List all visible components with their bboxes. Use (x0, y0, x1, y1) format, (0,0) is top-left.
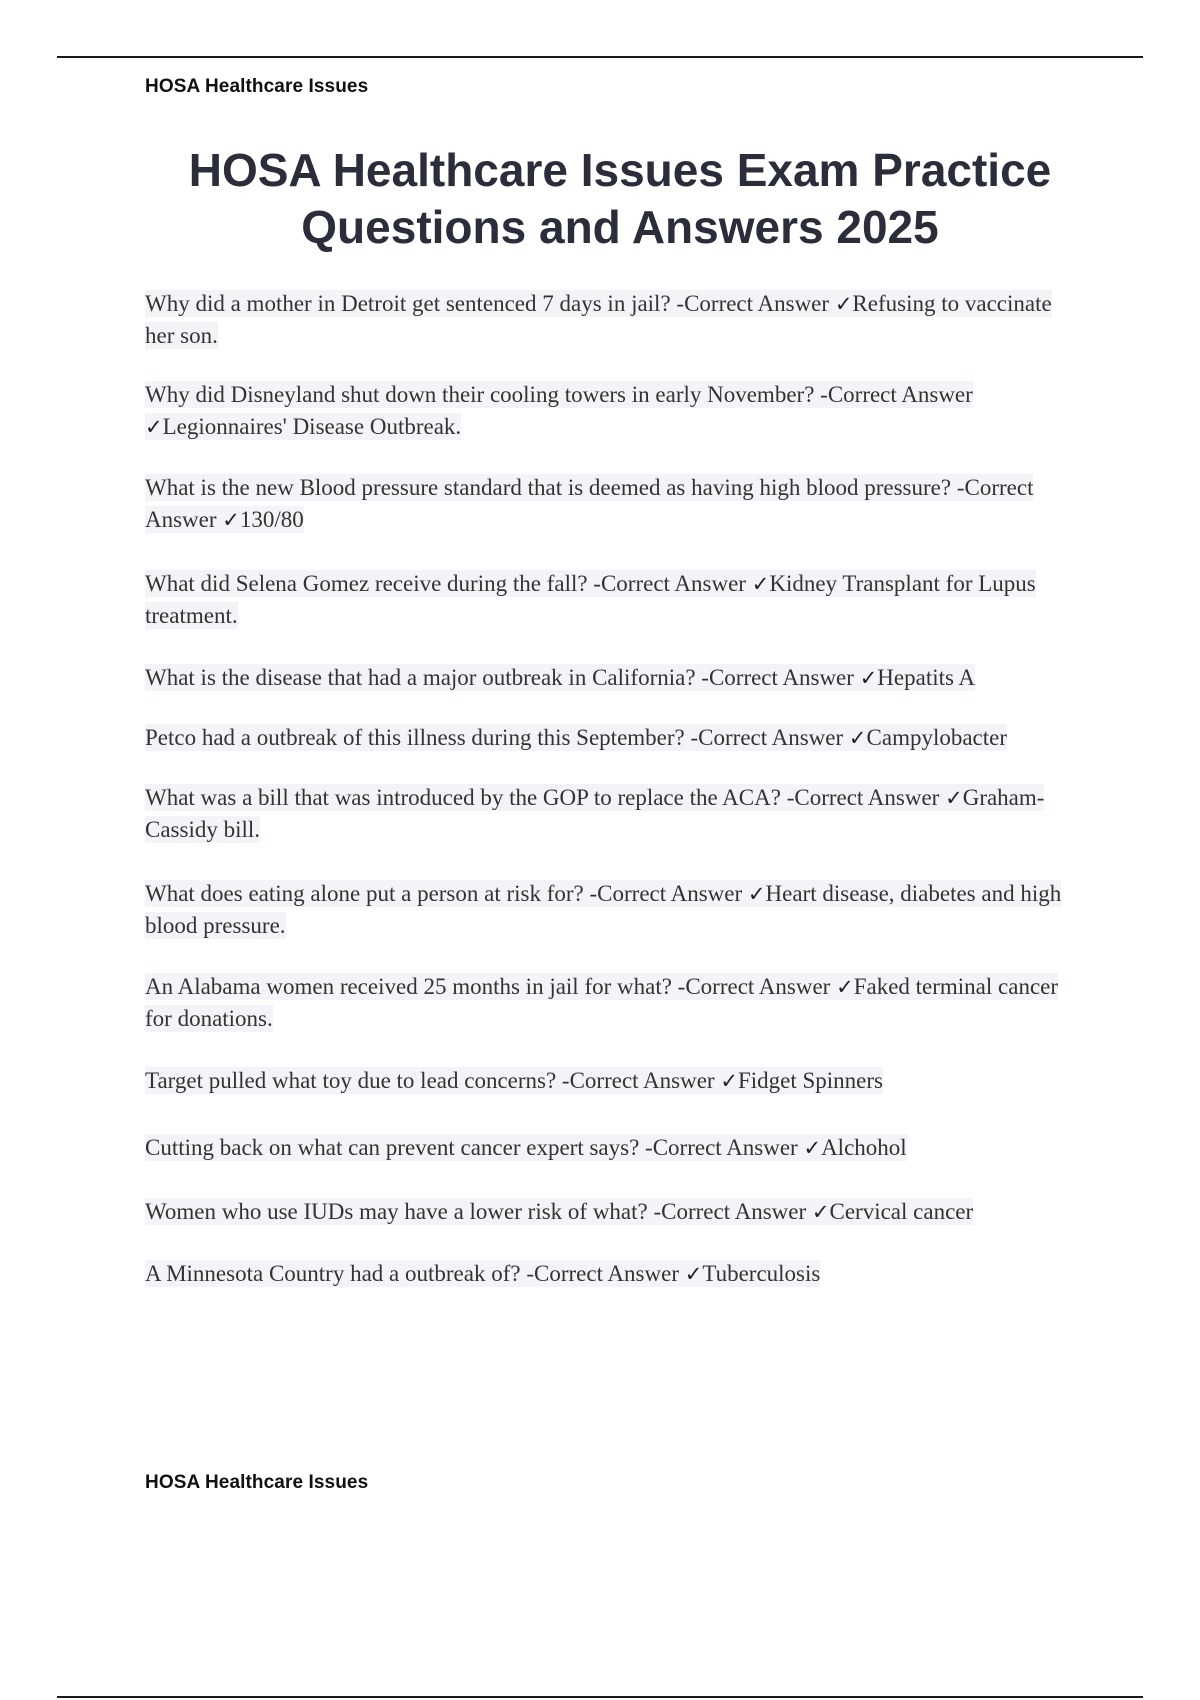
bottom-rule (57, 1696, 1143, 1698)
answer-text: Campylobacter (866, 725, 1008, 750)
question-text: Target pulled what toy due to lead concerns? -Correct Answer (145, 1068, 721, 1093)
qa-item (145, 1258, 1075, 1290)
qa-list (145, 288, 1075, 1290)
check-icon: ✓ (747, 882, 766, 906)
answer-text: Graham-Cassidy bill. (145, 785, 1045, 842)
check-icon: ✓ (945, 786, 963, 810)
answer-text: Fidget Spinners (737, 1068, 883, 1093)
question-text: Women who use IUDs may have a lower risk of what? -Correct Answer (145, 1199, 812, 1224)
question-text: What is the new Blood pressure standard that is deemed as having high blood pressure? -Correct Answer (145, 475, 1034, 532)
question-text: Cutting back on what can prevent cancer expert says? -Correct Answer (145, 1135, 804, 1160)
qa-item (145, 379, 1075, 443)
qa-item (145, 1196, 1075, 1228)
answer-text: 130/80 (239, 507, 304, 532)
running-footer: HOSA Healthcare Issues (145, 1472, 369, 1493)
check-icon: ✓ (720, 1069, 738, 1093)
qa-item (145, 288, 1075, 352)
question-text: Why did Disneyland shut down their cooling towers in early November? -Correct Answer (145, 382, 973, 407)
check-icon: ✓ (859, 666, 878, 690)
answer-text: Faked terminal cancer for donations. (145, 974, 1059, 1031)
qa-item (145, 782, 1075, 846)
check-icon: ✓ (836, 975, 854, 999)
answer-text: Kidney Transplant for Lupus treatment. (145, 571, 1036, 628)
question-text: Why did a mother in Detroit get sentenced 7 days in jail? -Correct Answer (145, 291, 835, 316)
answer-text: Alchohol (821, 1135, 907, 1160)
answer-text: Legionnaires' Disease Outbreak. (162, 414, 462, 439)
question-text: What did Selena Gomez receive during the fall? -Correct Answer (145, 571, 752, 596)
answer-text: Cervical cancer (829, 1199, 974, 1224)
page-title (120, 142, 1120, 256)
check-icon: ✓ (834, 292, 853, 316)
title-line-1: HOSA Healthcare Issues Exam Practice (188, 144, 1052, 196)
check-icon: ✓ (803, 1136, 822, 1160)
question-text: Petco had a outbreak of this illness during this September? -Correct Answer (145, 725, 849, 750)
question-text: What is the disease that had a major outbreak in California? -Correct Answer (145, 665, 860, 690)
qa-item (145, 568, 1075, 632)
answer-text: Refusing to vaccinate her son. (145, 291, 1052, 348)
question-text: An Alabama women received 25 months in jail for what? -Correct Answer (145, 974, 837, 999)
question-text: A Minnesota Country had a outbreak of? -Correct Answer (145, 1261, 685, 1286)
check-icon: ✓ (145, 415, 163, 439)
answer-text: Heart disease, diabetes and high blood pressure. (145, 881, 1062, 938)
question-text: What does eating alone put a person at risk for? -Correct Answer (145, 881, 748, 906)
title-line-2: Questions and Answers 2025 (301, 201, 939, 253)
qa-item (145, 722, 1075, 754)
check-icon: ✓ (751, 572, 770, 596)
question-text: What was a bill that was introduced by the GOP to replace the ACA? -Correct Answer (145, 785, 946, 810)
top-rule (57, 56, 1143, 58)
qa-item (145, 1132, 1075, 1164)
qa-item (145, 472, 1075, 536)
check-icon: ✓ (848, 726, 867, 750)
answer-text: Hepatits A (877, 665, 976, 690)
check-icon: ✓ (222, 508, 240, 532)
running-header: HOSA Healthcare Issues (145, 76, 369, 97)
answer-text: Tuberculosis (702, 1261, 821, 1286)
check-icon: ✓ (684, 1262, 703, 1286)
qa-item (145, 971, 1075, 1035)
check-icon: ✓ (811, 1200, 830, 1224)
qa-item (145, 1065, 1075, 1097)
qa-item (145, 878, 1075, 942)
qa-item (145, 662, 1075, 694)
